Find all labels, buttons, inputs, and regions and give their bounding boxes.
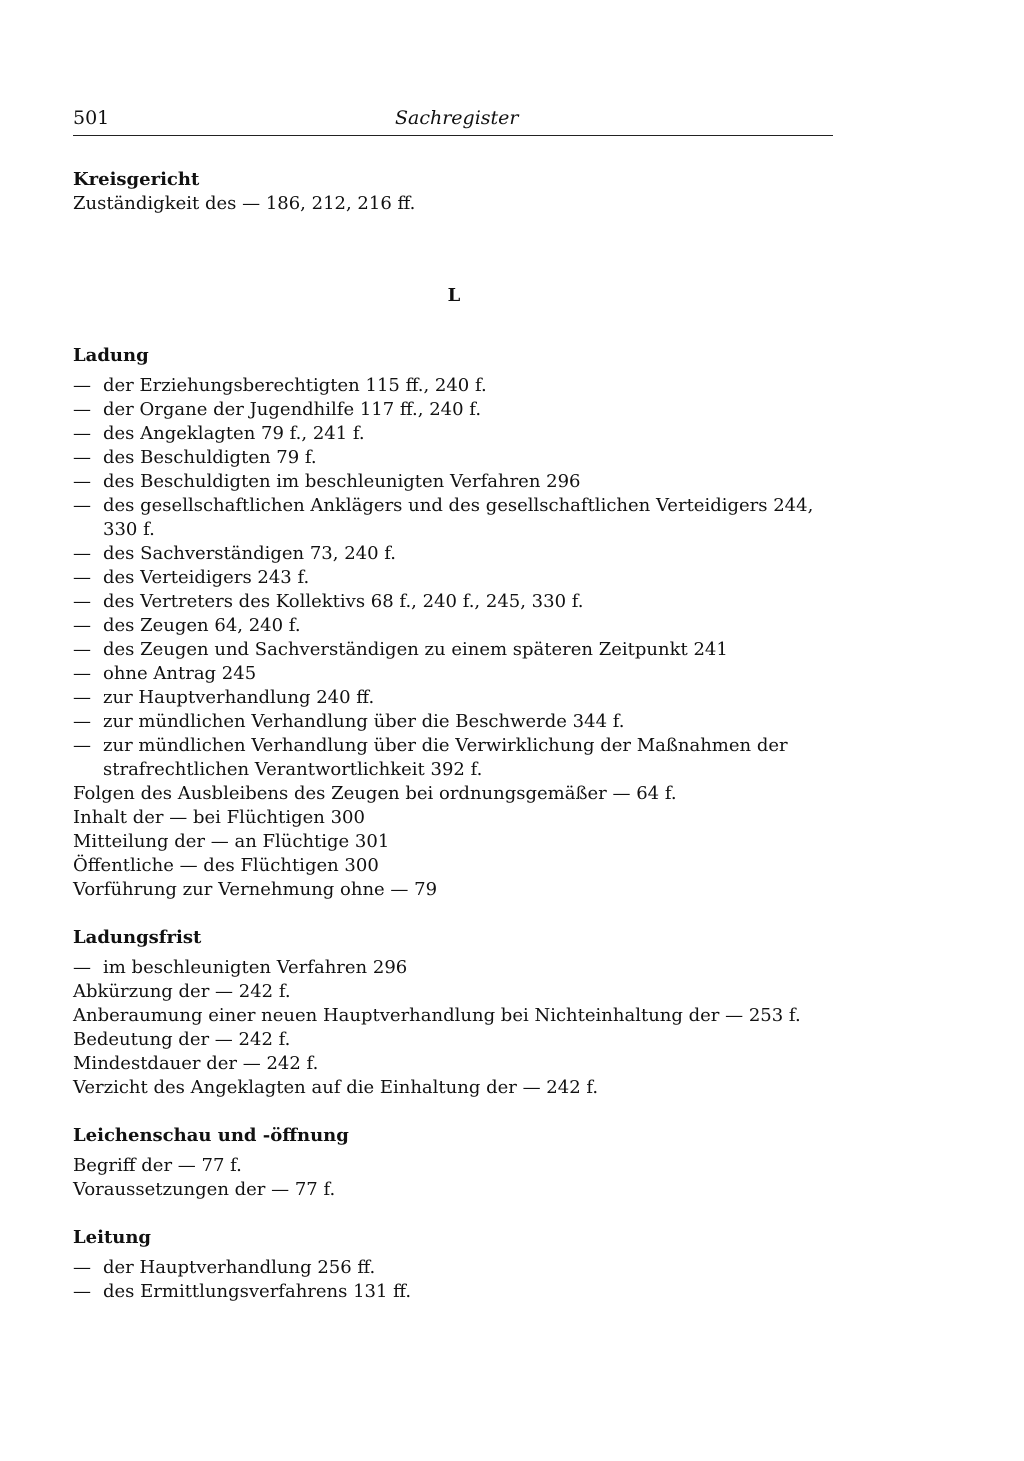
entry-line (73, 1178, 835, 1202)
entry-line-text: zur mündlichen Verhandlung über die Beschwerde 344 f. (103, 711, 625, 732)
entry-line (73, 470, 835, 494)
entry-line (73, 422, 835, 446)
entry-line-text: Inhalt der — bei Flüchtigen 300 (73, 807, 365, 828)
dash-marker: — (73, 423, 91, 444)
index-entry (73, 1124, 835, 1202)
entry-line-text: zur mündlichen Verhandlung über die Verwirklichung der Maßnahmen der strafrechtlichen Verantwortlichkeit 392 f. (103, 735, 788, 780)
entry-line-text: des Angeklagten 79 f., 241 f. (103, 423, 365, 444)
entry-line-text: des Zeugen 64, 240 f. (103, 615, 301, 636)
entry-line (73, 734, 835, 782)
entry-line (73, 1076, 835, 1100)
entry-line-text: Voraussetzungen der — 77 f. (73, 1179, 336, 1200)
entry-line (73, 806, 835, 830)
entry-line-text: Mitteilung der — an Flüchtige 301 (73, 831, 390, 852)
entry-line (73, 854, 835, 878)
entry-line-text: der Organe der Jugendhilfe 117 ff., 240 f. (103, 399, 482, 420)
entry-heading: Ladung (73, 345, 149, 366)
entry-heading: Leitung (73, 1227, 152, 1248)
entry-line-text: im beschleunigten Verfahren 296 (103, 957, 408, 978)
section-letter: L (447, 285, 461, 306)
entry-line (73, 830, 835, 854)
entry-line-text: ohne Antrag 245 (103, 663, 257, 684)
entry-line-text: der Erziehungsberechtigten 115 ff., 240 f. (103, 375, 487, 396)
entry-line (73, 590, 835, 614)
dash-marker: — (73, 447, 91, 468)
entry-line-text: Öffentliche — des Flüchtigen 300 (73, 855, 379, 876)
dash-marker: — (73, 957, 91, 978)
dash-marker: — (73, 663, 91, 684)
dash-marker: — (73, 639, 91, 660)
dash-marker: — (73, 375, 91, 396)
entry-line-text: des Ermittlungsverfahrens 131 ff. (103, 1281, 412, 1302)
dash-marker: — (73, 687, 91, 708)
entry-line-text: zur Hauptverhandlung 240 ff. (103, 687, 375, 708)
entry-line: Zuständigkeit des — 186, 212, 216 ff. (73, 193, 416, 214)
entry-line-text: des Zeugen und Sachverständigen zu einem späteren Zeitpunkt 241 (103, 639, 728, 660)
entry-line (73, 374, 835, 398)
entry-line (73, 1256, 835, 1280)
entry-line (73, 878, 835, 902)
entry-line-text: Folgen des Ausbleibens des Zeugen bei ordnungsgemäßer — 64 f. (73, 783, 677, 804)
index-entry (73, 1226, 835, 1304)
entry-line (73, 710, 835, 734)
entry-line-text: der Hauptverhandlung 256 ff. (103, 1257, 376, 1278)
entry-line-text: Abkürzung der — 242 f. (73, 981, 291, 1002)
entry-line-text: des gesellschaftlichen Anklägers und des gesellschaftlichen Verteidigers 244, 330 f. (103, 495, 814, 540)
dash-marker: — (73, 735, 91, 756)
dash-marker: — (73, 399, 91, 420)
page-number: 501 (73, 107, 110, 129)
entry-line (73, 614, 835, 638)
entry-line-text: des Sachverständigen 73, 240 f. (103, 543, 397, 564)
entry-line (73, 566, 835, 590)
entry-line-text: des Beschuldigten 79 f. (103, 447, 317, 468)
entry-line-text: Bedeutung der — 242 f. (73, 1029, 291, 1050)
index-entry (73, 344, 835, 902)
entry-heading: Ladungsfrist (73, 927, 202, 948)
entry-line (73, 398, 835, 422)
entry-heading: Leichenschau und -öffnung (73, 1125, 349, 1146)
entry-line (73, 494, 835, 542)
entry-line (73, 980, 835, 1004)
dash-marker: — (73, 1257, 91, 1278)
index-entry (73, 926, 835, 1100)
entry-line (73, 782, 835, 806)
entry-line (73, 662, 835, 686)
running-title: Sachregister (395, 107, 519, 129)
entry-line (73, 686, 835, 710)
entry-line (73, 446, 835, 470)
dash-marker: — (73, 591, 91, 612)
entry-line (73, 542, 835, 566)
dash-marker: — (73, 567, 91, 588)
entry-line-text: des Beschuldigten im beschleunigten Verfahren 296 (103, 471, 581, 492)
page-header (73, 103, 833, 136)
entry-line (73, 638, 835, 662)
entry-line-text: Anberaumung einer neuen Hauptverhandlung bei Nichteinhaltung der — 253 f. (73, 1005, 801, 1026)
entry-line-text: Verzicht des Angeklagten auf die Einhaltung der — 242 f. (73, 1077, 599, 1098)
index-entry-kreisgericht (73, 168, 835, 216)
dash-marker: — (73, 543, 91, 564)
entry-line (73, 1052, 835, 1076)
index-content (73, 168, 835, 1328)
entry-heading: Kreisgericht (73, 169, 200, 190)
dash-marker: — (73, 711, 91, 732)
dash-marker: — (73, 615, 91, 636)
entry-line (73, 956, 835, 980)
entry-line (73, 1028, 835, 1052)
entry-line-text: des Vertreters des Kollektivs 68 f., 240 f., 245, 330 f. (103, 591, 584, 612)
entry-line-text: Begriff der — 77 f. (73, 1155, 242, 1176)
entry-line-text: Vorführung zur Vernehmung ohne — 79 (73, 879, 438, 900)
dash-marker: — (73, 495, 91, 516)
entry-line-text: Mindestdauer der — 242 f. (73, 1053, 319, 1074)
dash-marker: — (73, 471, 91, 492)
entry-line (73, 1154, 835, 1178)
index-sections (73, 344, 835, 1304)
entry-line-text: des Verteidigers 243 f. (103, 567, 310, 588)
entry-line (73, 1280, 835, 1304)
entry-line (73, 1004, 835, 1028)
dash-marker: — (73, 1281, 91, 1302)
